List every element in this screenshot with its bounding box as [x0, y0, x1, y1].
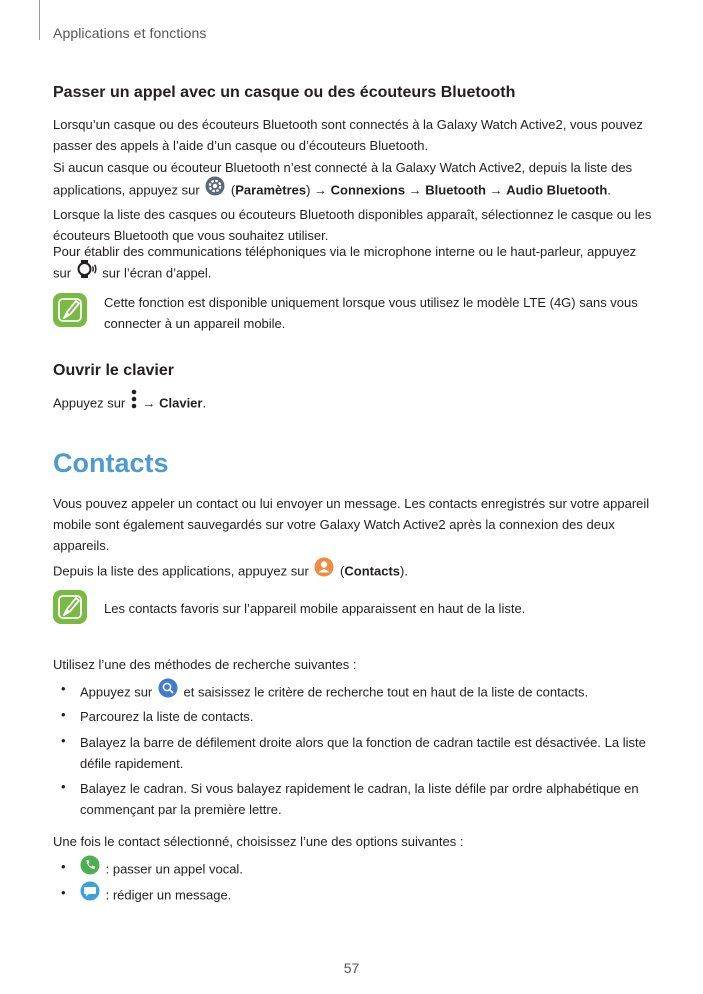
contacts-icon [314, 557, 334, 583]
bullet: • [61, 859, 66, 874]
search-icon [158, 678, 178, 704]
more-options-icon [131, 389, 137, 415]
search-method-4: Balayez le cadran. Si vous balayez rapidement le cadran, la liste défile par ordre alphabétique en commençant par la première lettre. [80, 781, 639, 817]
search-method-2: Parcourez la liste de contacts. [80, 709, 254, 724]
bullet: • [61, 733, 66, 748]
bt-paragraph-3: Pour établir des communications téléphoniques via le microphone interne ou le haut-parleur, appuyez sur sur l’écran d’appel. [53, 241, 653, 286]
page-number: 57 [343, 960, 360, 976]
search-intro: Utilisez l’une des méthodes de recherche suivantes : [53, 657, 357, 672]
note-pencil-icon [53, 293, 87, 327]
watch-speaker-icon [77, 260, 97, 284]
bullet: • [61, 681, 66, 696]
contacts-paragraph-2: Depuis la liste des applications, appuyez sur (Contacts). [53, 559, 653, 585]
running-header: Applications et fonctions [53, 25, 207, 41]
bt-paragraph-2: Si aucun casque ou écouteur Bluetooth n’est connecté à la Galaxy Watch Active2, depuis la liste des applications, appuyez sur (Paramètres) → Connexions → Bluetooth → Audio Bluetooth. Lorsque la liste des casques ou écouteurs Bluetooth disponibles apparaît, sélectionnez le casque ou les écouteurs Bluetooth que vous souhaitez utiliser. [53, 160, 652, 243]
message-icon [80, 881, 100, 907]
header-rule [39, 0, 40, 40]
bt-section-title: Passer un appel avec un casque ou des écouteurs Bluetooth [53, 84, 516, 101]
options-intro: Une fois le contact sélectionné, choisissez l’une des options suivantes : [53, 834, 464, 849]
settings-icon [205, 176, 225, 202]
bullet: • [61, 779, 66, 794]
note-pencil-icon [53, 590, 87, 624]
search-method-1: Appuyez sur et saisissez le critère de recherche tout en haut de la liste de contacts. [80, 680, 650, 706]
contacts-paragraph-1: Vous pouvez appeler un contact ou lui envoyer un message. Les contacts enregistrés sur votre appareil mobile sont également sauvegardés sur votre Galaxy Watch Active2 après la connexion des deux appareils. [53, 496, 650, 553]
phone-call-icon [80, 855, 100, 881]
option-call: : passer un appel vocal. [80, 857, 650, 883]
search-method-3: Balayez la barre de défilement droite alors que la fonction de cadran tactile est désactivée. La liste défile rapidement. [80, 735, 646, 771]
option-message: : rédiger un message. [80, 883, 650, 909]
bt-paragraph-1: Lorsqu’un casque ou des écouteurs Bluetooth sont connectés à la Galaxy Watch Active2, vous pouvez passer des appels à l’aide d’un casque ou d’écouteurs Bluetooth. [53, 117, 643, 153]
bullet: • [61, 707, 66, 722]
contacts-title: Contacts [53, 448, 169, 478]
contacts-note-text: Les contacts favoris sur l’appareil mobile apparaissent en haut de la liste. [104, 601, 526, 616]
keypad-paragraph: Appuyez sur → Clavier. [53, 391, 653, 417]
bt-note-text: Cette fonction est disponible uniquement lorsque vous utilisez le modèle LTE (4G) sans vous connecter à un appareil mobile. [104, 295, 638, 331]
bullet: • [61, 885, 66, 900]
keypad-section-title: Ouvrir le clavier [53, 362, 174, 379]
